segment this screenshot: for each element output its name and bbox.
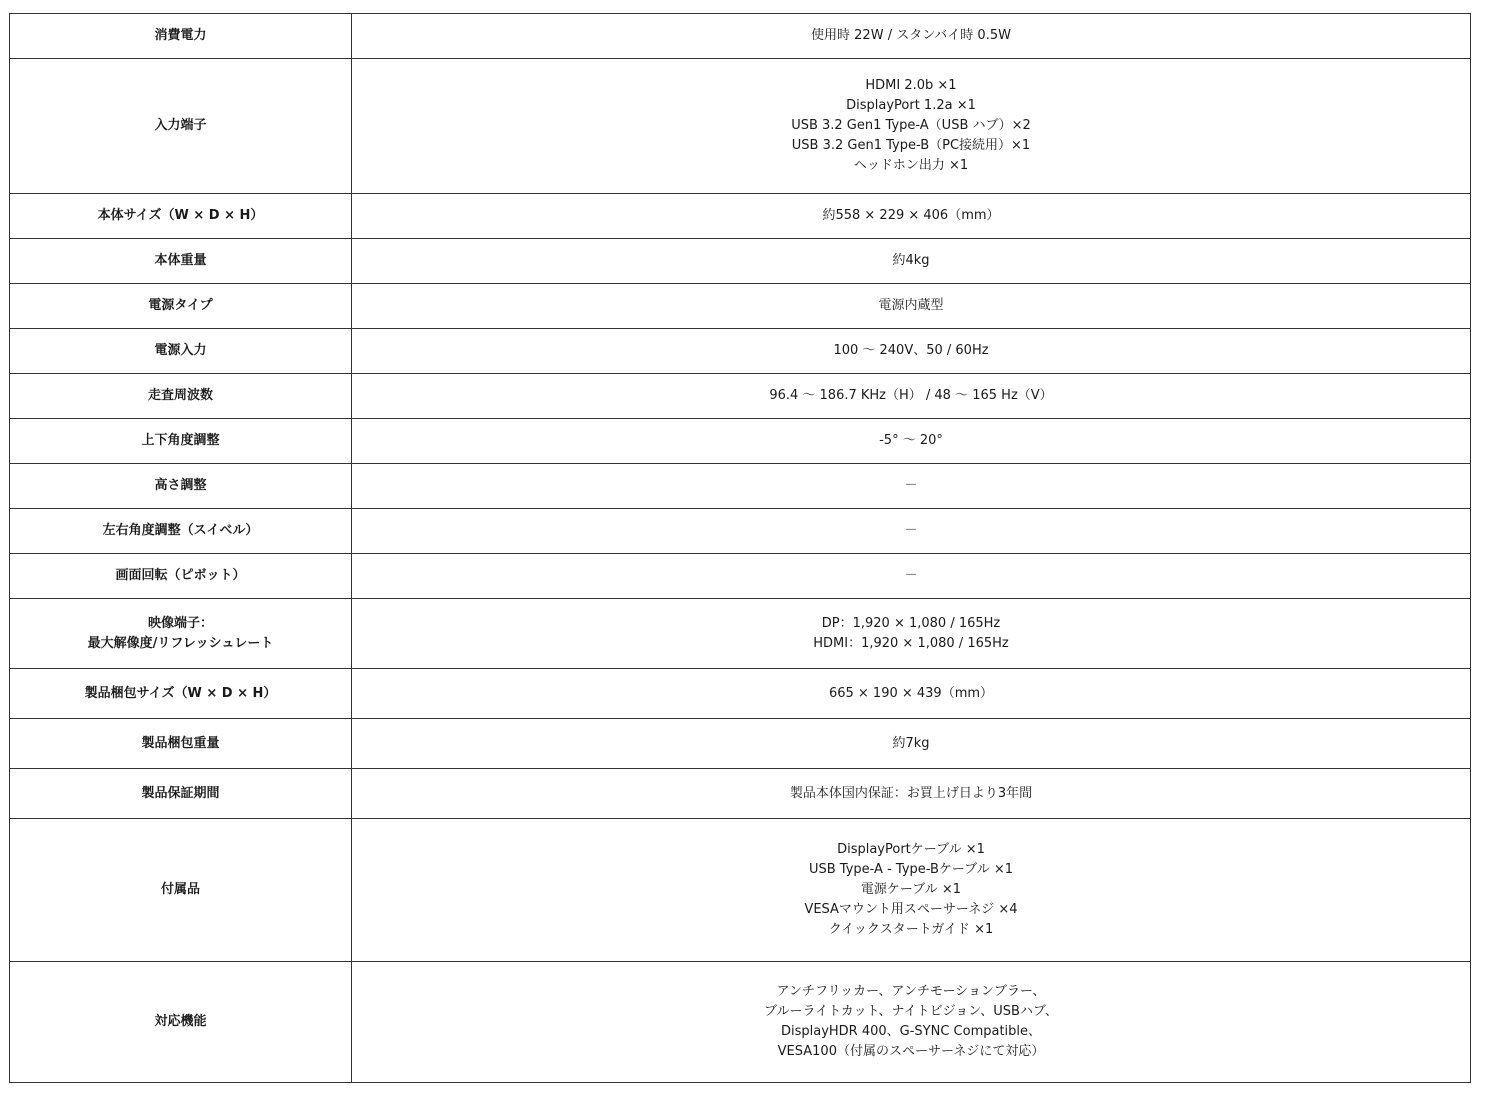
spec-label-cell <box>10 719 352 769</box>
spec-value: DP：1,920 × 1,080 / 165Hz <box>821 615 1001 631</box>
spec-value-cell <box>352 374 1471 419</box>
spec-row <box>10 239 1471 284</box>
spec-label: 最大解像度/リフレッシュレート <box>87 635 274 651</box>
spec-label: 画面回転（ピボット） <box>115 568 246 583</box>
spec-value: USB Type-A - Type-Bケーブル ×1 <box>808 862 1014 877</box>
spec-row <box>10 599 1471 669</box>
spec-value: 96.4 ～ 186.7 KHz（H） / 48 ～ 165 Hz（V） <box>769 388 1053 403</box>
spec-value: -5° ～ 20° <box>879 433 943 448</box>
spec-row <box>10 419 1471 464</box>
spec-label-cell <box>10 284 352 329</box>
spec-value-cell <box>352 769 1471 819</box>
spec-row <box>10 194 1471 239</box>
spec-value: DisplayPortケーブル ×1 <box>837 842 985 857</box>
spec-label-cell <box>10 669 352 719</box>
spec-label-cell <box>10 59 352 194</box>
spec-value: 電源ケーブル ×1 <box>860 882 962 897</box>
spec-value: 約558 × 229 × 406（mm） <box>822 208 1000 223</box>
spec-label-cell <box>10 239 352 284</box>
spec-label: 対応機能 <box>154 1014 207 1029</box>
spec-label: 本体重量 <box>154 253 207 268</box>
spec-label-cell <box>10 14 352 59</box>
spec-label: 上下角度調整 <box>141 433 220 448</box>
spec-label: 電源タイプ <box>148 298 213 313</box>
spec-row <box>10 669 1471 719</box>
spec-value: 665 × 190 × 439（mm） <box>828 685 994 701</box>
spec-value: ブルーライトカット、ナイトビジョン、USBハブ、 <box>764 1004 1058 1019</box>
spec-value: アンチフリッカー、アンチモーションブラー、 <box>776 984 1046 999</box>
spec-value-cell <box>352 719 1471 769</box>
spec-label: 製品保証期間 <box>141 785 220 801</box>
spec-value-cell <box>352 599 1471 669</box>
spec-value: DisplayPort 1.2a ×1 <box>846 98 976 113</box>
spec-row <box>10 374 1471 419</box>
spec-value-cell <box>352 14 1471 59</box>
spec-value: HDMI：1,920 × 1,080 / 165Hz <box>813 635 1009 651</box>
spec-label: 高さ調整 <box>154 478 207 493</box>
spec-label-cell <box>10 769 352 819</box>
spec-value: 使用時 22W / スタンバイ時 0.5W <box>811 28 1011 43</box>
spec-label-cell <box>10 819 352 962</box>
spec-value: 電源内蔵型 <box>878 298 944 313</box>
spec-value: － <box>904 523 918 538</box>
spec-row <box>10 284 1471 329</box>
spec-value: クイックスタートガイド ×1 <box>828 922 994 937</box>
spec-label: 製品梱包サイズ（W × D × H） <box>84 685 277 701</box>
spec-value-cell <box>352 669 1471 719</box>
spec-row <box>10 509 1471 554</box>
spec-label-cell <box>10 554 352 599</box>
spec-value-cell <box>352 284 1471 329</box>
spec-value-cell <box>352 509 1471 554</box>
spec-label-cell <box>10 419 352 464</box>
spec-label-cell <box>10 599 352 669</box>
spec-label: 消費電力 <box>154 28 207 43</box>
spec-value-cell <box>352 419 1471 464</box>
spec-table-body <box>10 14 1471 1083</box>
spec-value: HDMI 2.0b ×1 <box>865 78 957 93</box>
spec-label: 左右角度調整（スイベル） <box>102 523 259 538</box>
spec-row <box>10 962 1471 1083</box>
spec-table <box>9 13 1471 1083</box>
spec-value: － <box>904 568 918 583</box>
spec-value: USB 3.2 Gen1 Type-A（USB ハブ）×2 <box>791 118 1031 133</box>
spec-value: 約4kg <box>892 253 930 268</box>
spec-value-cell <box>352 59 1471 194</box>
spec-value-cell <box>352 329 1471 374</box>
spec-row <box>10 769 1471 819</box>
spec-row <box>10 464 1471 509</box>
spec-label: 入力端子 <box>154 118 207 133</box>
spec-value-cell <box>352 962 1471 1083</box>
spec-value: DisplayHDR 400、G-SYNC Compatible、 <box>780 1024 1042 1039</box>
spec-label-cell <box>10 464 352 509</box>
spec-value: USB 3.2 Gen1 Type-B（PC接続用）×1 <box>791 138 1031 153</box>
spec-row <box>10 59 1471 194</box>
spec-row <box>10 14 1471 59</box>
spec-value-cell <box>352 194 1471 239</box>
spec-value-cell <box>352 464 1471 509</box>
spec-value-cell <box>352 239 1471 284</box>
spec-value: ヘッドホン出力 ×1 <box>853 158 969 173</box>
spec-label-cell <box>10 374 352 419</box>
spec-label-cell <box>10 194 352 239</box>
spec-label-cell <box>10 509 352 554</box>
spec-row <box>10 719 1471 769</box>
spec-value: VESA100（付属のスペーサーネジにて対応） <box>777 1044 1045 1059</box>
spec-row <box>10 819 1471 962</box>
spec-label-cell <box>10 962 352 1083</box>
spec-value: － <box>904 478 918 493</box>
spec-value: VESAマウント用スペーサーネジ ×4 <box>804 902 1018 917</box>
spec-label: 付属品 <box>160 882 200 897</box>
spec-value-cell <box>352 819 1471 962</box>
spec-value-cell <box>352 554 1471 599</box>
spec-label: 電源入力 <box>154 343 207 358</box>
spec-row <box>10 329 1471 374</box>
spec-label: 映像端子： <box>147 615 213 631</box>
spec-row <box>10 554 1471 599</box>
spec-value: 約7kg <box>892 735 930 751</box>
spec-label: 製品梱包重量 <box>141 735 220 751</box>
spec-label: 走査周波数 <box>147 388 213 403</box>
spec-value: 製品本体国内保証：お買上げ日より3年間 <box>789 785 1033 801</box>
spec-value: 100 ～ 240V、50 / 60Hz <box>833 343 989 358</box>
spec-label-cell <box>10 329 352 374</box>
spec-label: 本体サイズ（W × D × H） <box>97 208 264 223</box>
